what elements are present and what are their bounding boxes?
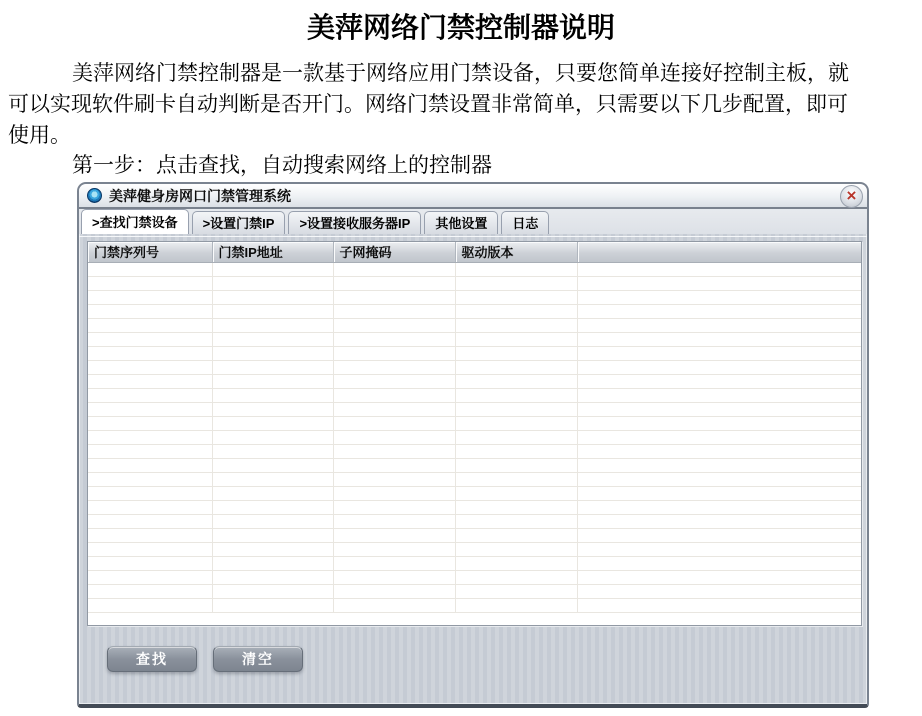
close-button[interactable]: ×: [840, 185, 863, 208]
column-header-2[interactable]: 门禁IP地址: [212, 242, 333, 262]
column-header-5[interactable]: [577, 242, 861, 262]
table-row: [88, 584, 861, 598]
table-row: [88, 332, 861, 346]
tab-3[interactable]: >设置接收服务器IP: [288, 211, 421, 234]
table-row: [88, 500, 861, 514]
tab-2[interactable]: >设置门禁IP: [192, 211, 286, 234]
tab-4[interactable]: 其他设置: [424, 211, 498, 234]
table-row: [88, 304, 861, 318]
doc-step-line: 第一步：点击查找，自动搜索网络上的控制器: [72, 153, 492, 177]
table-row: [88, 402, 861, 416]
device-table-frame: [87, 241, 862, 626]
window-titlebar[interactable]: [79, 184, 867, 209]
table-body: [88, 262, 861, 612]
table-row: [88, 262, 861, 276]
table-row: [88, 346, 861, 360]
table-row: [88, 416, 861, 430]
table-row: [88, 542, 861, 556]
tab-1[interactable]: >查找门禁设备: [81, 209, 189, 234]
table-row: [88, 472, 861, 486]
table-row: [88, 598, 861, 612]
doc-paragraph-line: 美萍网络门禁控制器是一款基于网络应用门禁设备，只要您简单连接好控制主板，就: [72, 61, 849, 85]
device-table: [88, 242, 861, 613]
table-row: [88, 276, 861, 290]
window-title: 美萍健身房网口门禁管理系统: [109, 187, 291, 204]
find-button[interactable]: 查找: [107, 646, 197, 672]
tab-bar: [79, 209, 867, 234]
clear-button[interactable]: 清空: [213, 646, 303, 672]
table-row: [88, 570, 861, 584]
column-header-3[interactable]: 子网掩码: [333, 242, 455, 262]
app-window: [77, 182, 869, 708]
table-row: [88, 514, 861, 528]
table-row: [88, 528, 861, 542]
doc-paragraph-line: 可以实现软件刷卡自动判断是否开门。网络门禁设置非常简单，只需要以下几步配置，即可: [8, 92, 848, 116]
table-row: [88, 458, 861, 472]
table-row: [88, 430, 861, 444]
doc-paragraph-line: 使用。: [8, 123, 71, 147]
table-row: [88, 360, 861, 374]
tab-5[interactable]: 日志: [501, 211, 549, 234]
doc-title: 美萍网络门禁控制器说明: [306, 13, 615, 44]
column-header-4[interactable]: 驱动版本: [455, 242, 577, 262]
table-row: [88, 290, 861, 304]
table-row: [88, 388, 861, 402]
table-row: [88, 374, 861, 388]
table-header-row: [88, 242, 861, 262]
app-circle-icon: [87, 188, 102, 203]
table-row: [88, 318, 861, 332]
tab-page: [79, 236, 867, 704]
table-row: [88, 444, 861, 458]
table-row: [88, 486, 861, 500]
table-row: [88, 556, 861, 570]
column-header-1[interactable]: 门禁序列号: [88, 242, 212, 262]
doc-paragraph: [8, 58, 904, 151]
button-row: [107, 646, 303, 672]
